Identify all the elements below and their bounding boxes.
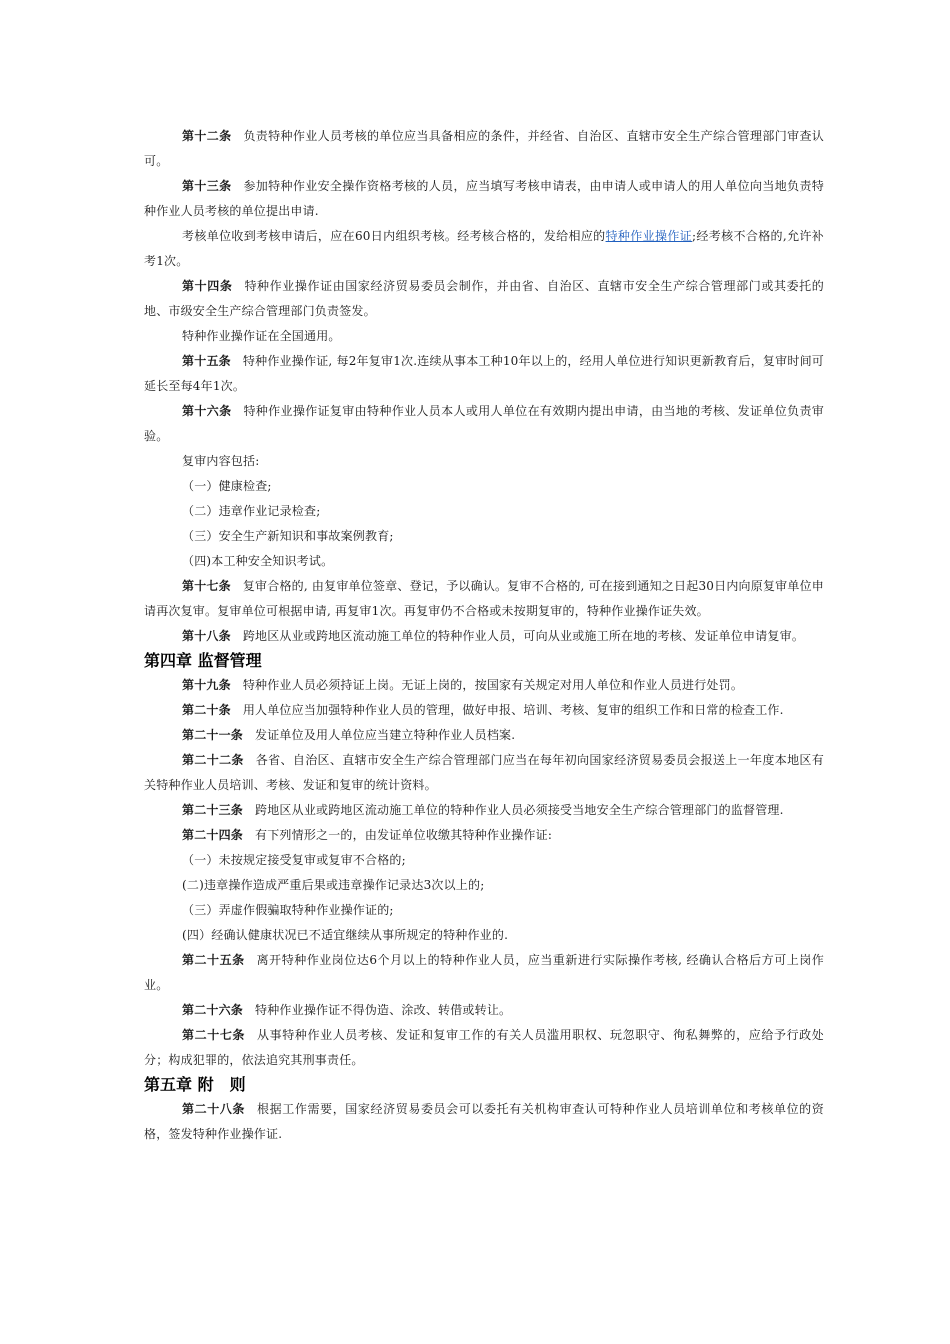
article-12 — [144, 124, 824, 174]
article-number: 第二十四条 — [182, 828, 244, 842]
article-26 — [144, 998, 824, 1023]
article-number: 第二十条 — [182, 703, 231, 717]
article-text: 特种作业操作证复审由特种作业人员本人或用人单位在有效期内提出申请，由当地的考核、发证单位负责审验。 — [144, 404, 825, 443]
article-text: 特种作业操作证由国家经济贸易委员会制作，并由省、自治区、直辖市安全生产综合管理部门或其委托的地、市级安全生产综合管理部门负责签发。 — [144, 279, 824, 318]
list-item: (四）经确认健康状况已不适宜继续从事所规定的特种作业的. — [182, 928, 509, 942]
paragraph-text: ;经考核不合格的,允许补考1次。 — [144, 229, 824, 268]
article-number: 第十四条 — [182, 279, 233, 293]
article-18 — [144, 624, 824, 649]
article-text: 跨地区从业或跨地区流动施工单位的特种作业人员必须接受当地安全生产综合管理部门的监督管理. — [255, 803, 784, 817]
article-text: 复审合格的, 由复审单位签章、登记，予以确认。复审不合格的, 可在接到通知之日起30日内向原复审单位申请再次复审。复审单位可根据申请, 再复审1次。再复审仍不合格或未按期复审的，特种作业操作证失效。 — [144, 579, 824, 618]
article-number: 第二十六条 — [182, 1003, 244, 1017]
article-number: 第二十八条 — [182, 1102, 246, 1116]
article-number: 第二十二条 — [182, 753, 244, 767]
article-text: 离开特种作业岗位达6个月以上的特种作业人员，应当重新进行实际操作考核, 经确认合格后方可上岗作业。 — [144, 953, 824, 992]
article-number: 第二十七条 — [182, 1028, 246, 1042]
article-25 — [144, 948, 824, 998]
article-number: 第十二条 — [182, 129, 232, 143]
article-text: 各省、自治区、直辖市安全生产综合管理部门应当在每年初向国家经济贸易委员会报送上一年度本地区有关特种作业人员培训、考核、发证和复审的统计资料。 — [144, 753, 824, 792]
article-text: 跨地区从业或跨地区流动施工单位的特种作业人员，可向从业或施工所在地的考核、发证单位申请复审。 — [242, 629, 805, 643]
article-text: 发证单位及用人单位应当建立特种作业人员档案. — [255, 728, 516, 742]
article-text: 用人单位应当加强特种作业人员的管理，做好申报、培训、考核、复审的组织工作和日常的检查工作. — [242, 703, 784, 717]
article-22 — [144, 748, 824, 798]
article-19 — [144, 673, 824, 698]
article-text: 负责特种作业人员考核的单位应当具备相应的条件，并经省、自治区、直辖市安全生产综合管理部门审查认可。 — [144, 129, 825, 168]
article-13 — [144, 174, 824, 224]
article-number: 第十三条 — [182, 179, 232, 193]
chapter-5-heading: 第五章 附 则 — [144, 1075, 246, 1094]
article-16 — [144, 399, 824, 449]
certificate-link[interactable]: 特种作业操作证 — [605, 229, 693, 243]
article-number: 第十五条 — [182, 354, 231, 368]
article-number: 第十九条 — [182, 678, 231, 692]
article-20 — [144, 698, 824, 723]
article-text: 从事特种作业人员考核、发证和复审工作的有关人员滥用职权、玩忽职守、徇私舞弊的，应给予行政处分；构成犯罪的，依法追究其刑事责任。 — [144, 1028, 824, 1067]
article-27 — [144, 1023, 824, 1073]
article-17 — [144, 574, 824, 624]
list-item: （二）违章作业记录检查; — [182, 504, 321, 518]
list-item: （四)本工种安全知识考试。 — [182, 554, 334, 568]
article-28 — [144, 1097, 824, 1147]
article-number: 第二十三条 — [182, 803, 244, 817]
document-page — [144, 124, 824, 1147]
paragraph-text: 考核单位收到考核申请后，应在60日内组织考核。经考核合格的，发给相应的 — [182, 229, 606, 243]
article-text: 特种作业人员必须持证上岗。无证上岗的，按国家有关规定对用人单位和作业人员进行处罚。 — [242, 678, 744, 692]
article-number: 第十七条 — [182, 579, 231, 593]
article-number: 第二十五条 — [182, 953, 245, 967]
article-number: 第十八条 — [182, 629, 231, 643]
article-text: 根据工作需要，国家经济贸易委员会可以委托有关机构审查认可特种作业人员培训单位和考核单位的资格，签发特种作业操作证. — [144, 1102, 824, 1141]
article-text: 特种作业操作证, 每2年复审1次.连续从事本工种10年以上的，经用人单位进行知识更新教育后，复审时间可延长至每4年1次。 — [144, 354, 824, 393]
chapter-4-heading: 第四章 监督管理 — [144, 651, 262, 670]
article-text: 有下列情形之一的，由发证单位收缴其特种作业操作证: — [255, 828, 553, 842]
article-number: 第十六条 — [182, 404, 232, 418]
exam-paragraph — [144, 224, 824, 274]
article-21 — [144, 723, 824, 748]
article-24 — [144, 823, 824, 848]
article-23 — [144, 798, 824, 823]
list-item: （三）弄虚作假骗取特种作业操作证的; — [182, 903, 394, 917]
article-text: 参加特种作业安全操作资格考核的人员，应当填写考核申请表，由申请人或申请人的用人单位向当地负责特种作业人员考核的单位提出申请. — [144, 179, 825, 218]
list-item: （一）未按规定接受复审或复审不合格的; — [182, 853, 406, 867]
article-14 — [144, 274, 824, 324]
list-item: （一）健康检查; — [182, 479, 272, 493]
paragraph: 特种作业操作证在全国通用。 — [182, 329, 341, 343]
list-item: (二)违章操作造成严重后果或违章操作记录达3次以上的; — [182, 878, 485, 892]
article-text: 特种作业操作证不得伪造、涂改、转借或转让。 — [255, 1003, 512, 1017]
article-15 — [144, 349, 824, 399]
list-item: （三）安全生产新知识和事故案例教育; — [182, 529, 394, 543]
article-number: 第二十一条 — [182, 728, 244, 742]
paragraph: 复审内容包括: — [182, 454, 260, 468]
